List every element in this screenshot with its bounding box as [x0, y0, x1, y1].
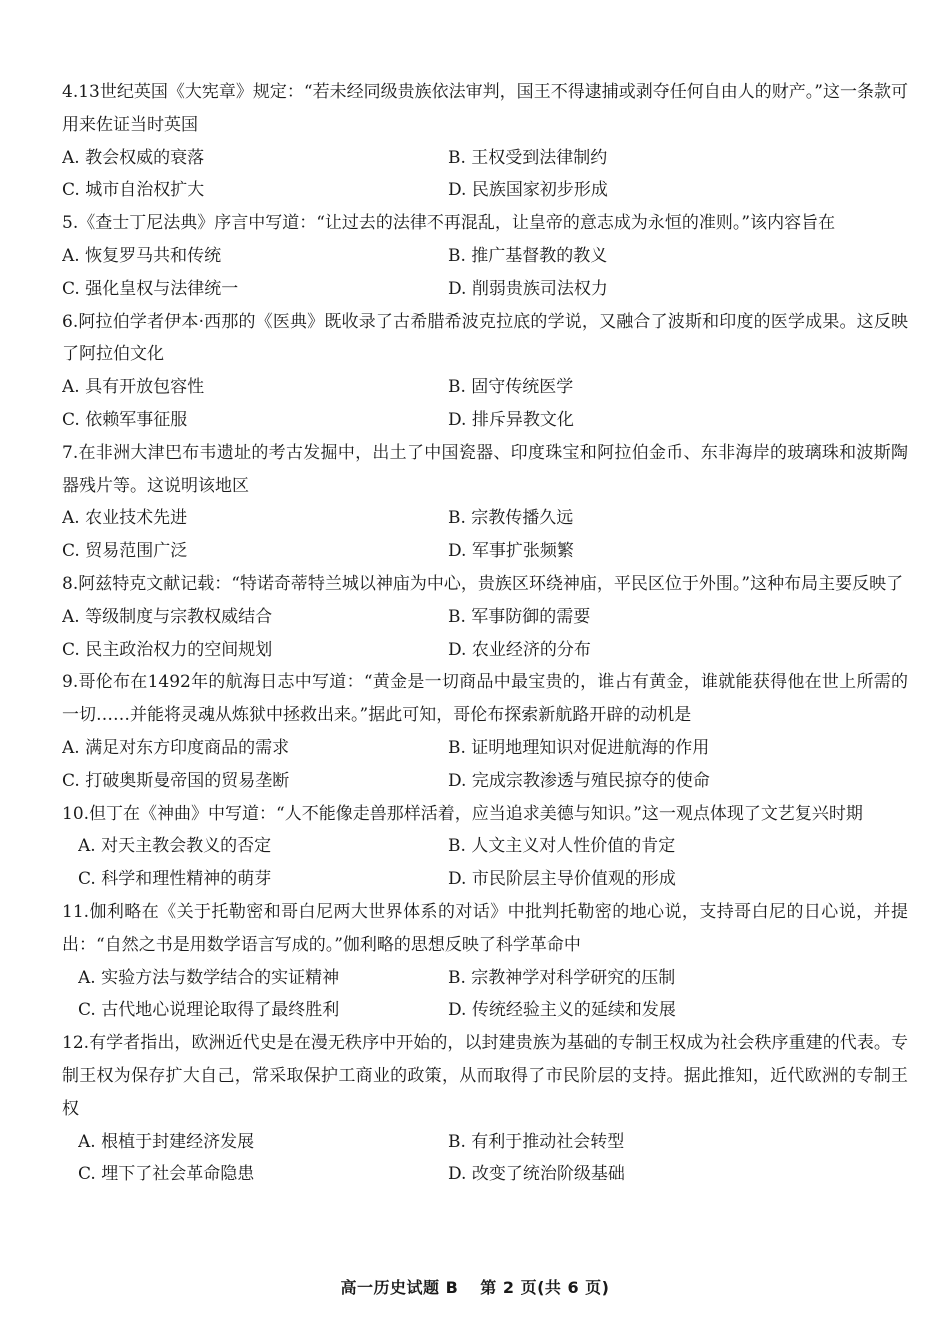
question-4 [62, 76, 908, 207]
option-a: A. 农业技术先进 [62, 508, 188, 529]
option-a: A. 恢复罗马共和传统 [62, 245, 222, 266]
option-c: C. 依赖军事征服 [62, 409, 188, 430]
option-c: C. 打破奥斯曼帝国的贸易垄断 [62, 770, 290, 791]
option-a: A. 实验方法与数学结合的实证精神 [78, 967, 340, 988]
option-b: B. 证明地理知识对促进航海的作用 [448, 737, 710, 758]
page-number: 第 2 页(共 6 页) [480, 1278, 610, 1297]
option-d: D. 排斥异教文化 [448, 409, 574, 430]
option-group [62, 142, 908, 208]
question-5 [62, 207, 908, 305]
option-b: B. 王权受到法律制约 [448, 147, 608, 168]
option-c: C. 城市自治权扩大 [62, 180, 205, 201]
option-a: A. 具有开放包容性 [62, 377, 205, 398]
option-c: C. 强化皇权与法律统一 [62, 278, 239, 299]
option-d: D. 完成宗教渗透与殖民掠夺的使命 [448, 770, 710, 791]
option-d: D. 军事扩张频繁 [448, 541, 574, 562]
question-list [62, 76, 908, 1191]
option-d: D. 农业经济的分布 [448, 639, 591, 660]
question-11 [62, 896, 908, 1027]
question-9 [62, 666, 908, 797]
question-stem: 11.伽利略在《关于托勒密和哥白尼两大世界体系的对话》中批判托勒密的地心说，支持哥白尼的日心说，并提出：“自然之书是用数学语言写成的。”伽利略的思想反映了科学革命中 [62, 901, 908, 955]
option-c: C. 埋下了社会革命隐患 [78, 1164, 255, 1185]
option-a: A. 教会权威的衰落 [62, 147, 205, 168]
option-d: D. 市民阶层主导价值观的形成 [448, 869, 676, 890]
question-stem: 9.哥伦布在1492年的航海日志中写道：“黄金是一切商品中最宝贵的，谁占有黄金，谁就能获得他在世上所需的一切……并能将灵魂从炼狱中拯救出来。”据此可知，哥伦布探索新航路开辟的动机是 [62, 672, 908, 726]
question-stem: 4.13世纪英国《大宪章》规定：“若未经同级贵族依法审判，国王不得逮捕或剥夺任何自由人的财产。”这一条款可用来佐证当时英国 [62, 82, 908, 135]
question-stem: 10.但丁在《神曲》中写道：“人不能像走兽那样活着，应当追求美德与知识。”这一观点体现了文艺复兴时期 [62, 803, 863, 824]
question-stem: 12.有学者指出，欧洲近代史是在漫无秩序中开始的，以封建贵族为基础的专制王权成为社会秩序重建的代表。专制王权为保存扩大自己，常采取保护工商业的政策，从而取得了市民阶层的支持。据此推知，近代欧洲的专制王权 [62, 1033, 908, 1119]
option-c: C. 贸易范围广泛 [62, 541, 188, 562]
option-b: B. 固守传统医学 [448, 377, 574, 398]
option-b: B. 推广基督教的教义 [448, 245, 608, 266]
option-a: A. 对天主教会教义的否定 [78, 836, 272, 857]
option-c: C. 古代地心说理论取得了最终胜利 [78, 1000, 340, 1021]
option-b: B. 有利于推动社会转型 [448, 1131, 625, 1152]
option-b: B. 宗教传播久远 [448, 508, 574, 529]
option-d: D. 改变了统治阶级基础 [448, 1164, 625, 1185]
option-group [62, 962, 908, 1028]
question-7 [62, 437, 908, 568]
question-stem: 5.《查士丁尼法典》序言中写道：“让过去的法律不再混乱，让皇帝的意志成为永恒的准则。”该内容旨在 [62, 213, 836, 234]
option-group [62, 502, 908, 568]
option-a: A. 等级制度与宗教权威结合 [62, 606, 273, 627]
exam-subject: 高一历史试题 B [340, 1278, 459, 1297]
option-b: B. 人文主义对人性价值的肯定 [448, 836, 676, 857]
question-12 [62, 1027, 908, 1191]
option-b: B. 宗教神学对科学研究的压制 [448, 967, 676, 988]
question-stem: 7.在非洲大津巴布韦遗址的考古发掘中，出土了中国瓷器、印度珠宝和阿拉伯金币、东非海岸的玻璃珠和波斯陶器残片等。这说明该地区 [62, 442, 908, 496]
option-group [62, 830, 908, 896]
option-a: A. 根植于封建经济发展 [78, 1131, 255, 1152]
question-10 [62, 798, 908, 896]
question-8 [62, 568, 908, 666]
option-b: B. 军事防御的需要 [448, 606, 591, 627]
option-c: C. 民主政治权力的空间规划 [62, 639, 273, 660]
option-d: D. 民族国家初步形成 [448, 180, 608, 201]
question-stem: 6.阿拉伯学者伊本·西那的《医典》既收录了古希腊希波克拉底的学说，又融合了波斯和印度的医学成果。这反映了阿拉伯文化 [62, 311, 908, 365]
option-a: A. 满足对东方印度商品的需求 [62, 737, 290, 758]
page-footer [0, 1275, 950, 1298]
option-group [62, 240, 908, 306]
option-group [62, 601, 908, 667]
option-group [62, 1126, 908, 1192]
question-stem: 8.阿兹特克文献记载：“特诺奇蒂特兰城以神庙为中心，贵族区环绕神庙，平民区位于外围。”这种布局主要反映了 [62, 573, 904, 594]
question-6 [62, 306, 908, 437]
option-d: D. 削弱贵族司法权力 [448, 278, 608, 299]
option-group [62, 371, 908, 437]
option-d: D. 传统经验主义的延续和发展 [448, 1000, 676, 1021]
option-group [62, 732, 908, 798]
option-c: C. 科学和理性精神的萌芽 [78, 869, 272, 890]
